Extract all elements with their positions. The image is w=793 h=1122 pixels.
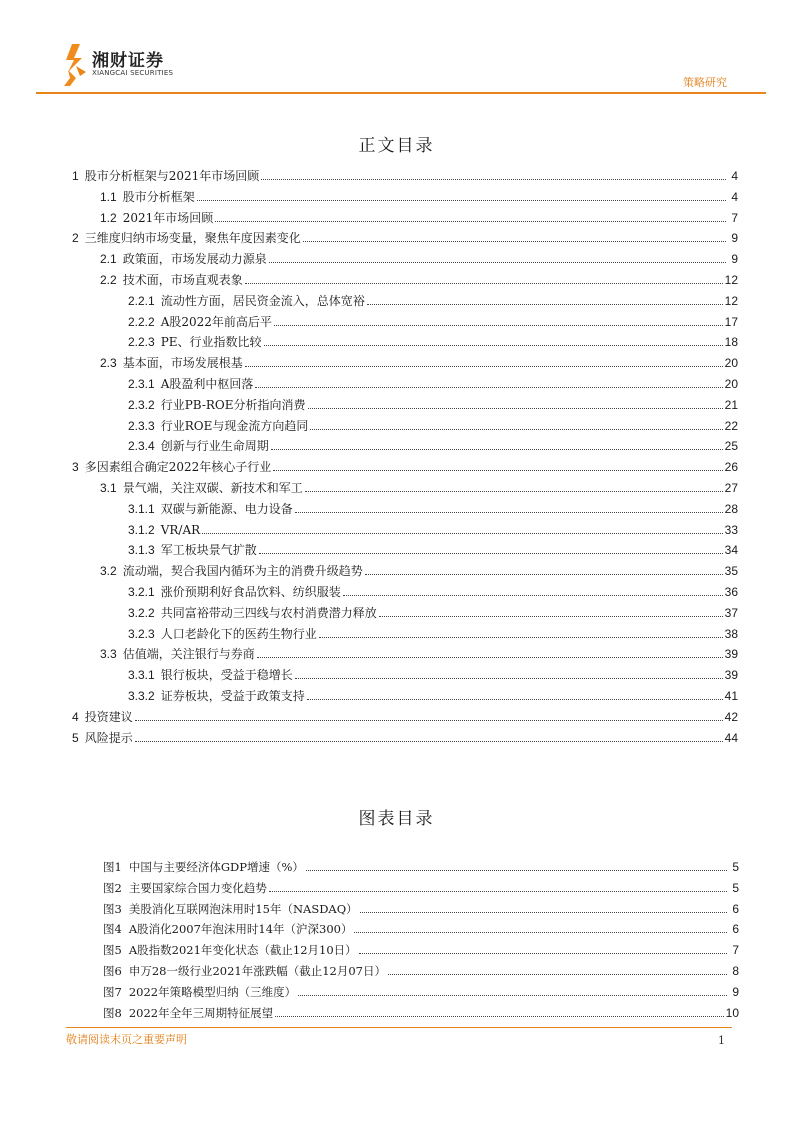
toc-entry[interactable] (72, 457, 738, 478)
dot-leader (307, 698, 723, 700)
toc-entry-page: 37 (724, 605, 738, 620)
toc-entry-text: 流动端，契合我国内循环为主的消费升级趋势 (122, 564, 363, 579)
toc-entry-number: 3.1.1 (128, 501, 155, 516)
toc-entry-page: 42 (724, 709, 738, 724)
toc-entry-number: 1.2 (100, 210, 117, 225)
figure-entry-page: 6 (732, 901, 739, 916)
page-number: 1 (718, 1034, 725, 1047)
toc-entry[interactable] (72, 686, 738, 707)
toc-entry-number: 3.2 (100, 564, 117, 579)
toc-entry-text: 投资建议 (84, 709, 133, 724)
toc-entry[interactable] (72, 208, 738, 229)
figure-list (103, 857, 739, 1023)
toc-entry-number: 4 (72, 709, 79, 724)
footer-disclaimer[interactable]: 敬请阅读末页之重要声明 (66, 1033, 187, 1046)
dot-leader (197, 199, 726, 201)
toc-entry-text: A股2022年前高后平 (160, 314, 272, 329)
toc-entry-number: 2.3.4 (128, 439, 155, 454)
toc-entry-number: 2 (72, 231, 79, 246)
toc-entry-number: 1 (72, 169, 79, 183)
toc-entry-text: 涨价预期利好食品饮料、纺织服装 (160, 584, 341, 599)
toc-entry-text: 银行板块，受益于稳增长 (160, 668, 293, 683)
toc-entry-number: 3.3 (100, 647, 117, 662)
toc-entry-text: 共同富裕带动三四线与农村消费潜力释放 (160, 605, 377, 620)
footer-divider (66, 1027, 732, 1028)
dot-leader (388, 973, 727, 975)
toc-entry[interactable] (72, 332, 738, 353)
figure-entry-text: 美股消化互联网泡沫用时15年（NASDAQ） (128, 901, 358, 916)
toc-entry-page: 12 (724, 293, 738, 308)
figure-entry[interactable] (103, 1003, 739, 1024)
dot-leader (135, 740, 723, 742)
figure-entry-page: 5 (732, 860, 739, 874)
toc-entry-text: 证券板块，受益于政策支持 (160, 688, 305, 703)
toc-entry[interactable] (72, 707, 738, 728)
figure-entry-text: A股指数2021年变化状态（截止12月10日） (128, 943, 357, 958)
toc-entry[interactable] (72, 312, 738, 333)
dot-leader (245, 365, 723, 367)
dot-leader (255, 386, 722, 388)
toc-entry[interactable] (72, 228, 738, 249)
figure-entry[interactable] (103, 919, 739, 940)
dot-leader (202, 532, 722, 534)
toc-entry[interactable] (72, 728, 738, 749)
toc-entry-text: A股盈利中枢回落 (160, 376, 254, 391)
brand-name-cn: 湘财证券 (92, 51, 164, 71)
dot-leader (379, 615, 723, 617)
figure-entry-label: 图6 (103, 963, 122, 978)
toc-entry-number: 3.2.3 (128, 626, 155, 641)
toc-entry-page: 20 (724, 356, 738, 371)
toc-entry[interactable] (72, 644, 738, 665)
figure-entry-page: 7 (732, 943, 739, 958)
dot-leader (259, 552, 723, 554)
toc-entry-number: 2.3.3 (128, 418, 155, 433)
brand-name-en: XIANGCAI SECURITIES (92, 69, 174, 77)
toc-entry-text: 流动性方面，居民资金流入，总体宽裕 (160, 293, 365, 308)
figure-entry-label: 图8 (103, 1005, 122, 1020)
dot-leader (215, 220, 726, 222)
toc-entry-page: 12 (724, 272, 738, 287)
toc-entry[interactable] (72, 665, 738, 686)
toc-entry-page: 34 (724, 543, 738, 558)
dot-leader (303, 240, 726, 242)
toc-entry[interactable] (72, 249, 738, 270)
toc-entry[interactable] (72, 520, 738, 541)
figure-entry[interactable] (103, 857, 739, 878)
toc-entry-page: 39 (724, 668, 738, 683)
dot-leader (257, 656, 723, 658)
dot-leader (274, 324, 723, 326)
figure-entry[interactable] (103, 878, 739, 899)
toc-entry-page: 26 (724, 460, 738, 475)
figure-entry-page: 10 (725, 1005, 739, 1020)
dot-leader (295, 677, 723, 679)
dot-leader (319, 636, 723, 638)
toc-entry[interactable] (72, 561, 738, 582)
dot-leader (273, 469, 722, 471)
toc-entry-number: 2.2.1 (128, 293, 155, 308)
figure-entry[interactable] (103, 940, 739, 961)
figure-entry-text: 主要国家综合国力变化趋势 (128, 880, 267, 895)
toc-entry-number: 2.3 (100, 356, 117, 371)
toc-entry-number: 3.2.1 (128, 584, 155, 599)
toc-entry[interactable] (72, 436, 738, 457)
toc-entry[interactable] (72, 291, 738, 312)
toc-entry-text: PE、行业指数比较 (160, 335, 262, 350)
dot-leader (343, 594, 723, 596)
toc-entry-text: 景气端，关注双碳、新技术和军工 (122, 480, 303, 495)
toc-entry-number: 2.3.1 (128, 376, 155, 391)
toc-entry-page: 17 (724, 314, 738, 329)
figure-entry-text: 中国与主要经济体GDP增速（%） (128, 860, 304, 874)
dot-leader (354, 931, 727, 933)
dot-leader (306, 869, 727, 871)
dot-leader (360, 911, 727, 913)
toc-entry-page: 41 (724, 688, 738, 703)
dot-leader (261, 178, 726, 180)
dot-leader (275, 1015, 724, 1017)
toc-entry[interactable] (72, 478, 738, 499)
dot-leader (359, 952, 727, 954)
toc-entry-page: 21 (724, 397, 738, 412)
toc-entry-text: VR/AR (160, 522, 201, 537)
figure-entry-text: 2022年全年三周期特征展望 (128, 1005, 274, 1020)
toc-entry-text: 技术面，市场直观表象 (122, 272, 243, 287)
dot-leader (308, 407, 723, 409)
toc-entry[interactable] (72, 624, 738, 645)
toc-entry-page: 7 (731, 210, 738, 225)
toc-entry[interactable] (72, 540, 738, 561)
figure-entry[interactable] (103, 961, 739, 982)
toc-entry-number: 5 (72, 730, 79, 745)
toc-entry-text: 股市分析框架 (122, 189, 195, 204)
figure-entry[interactable] (103, 899, 739, 920)
toc-entry[interactable] (72, 416, 738, 437)
toc-entry-number: 3.3.2 (128, 688, 155, 703)
toc-entry-page: 9 (731, 252, 738, 267)
toc-entry-text: 三维度归纳市场变量，聚焦年度因素变化 (84, 231, 301, 246)
figure-entry-text: A股消化2007年泡沫用时14年（沪深300） (128, 922, 353, 937)
toc-entry-page: 44 (724, 730, 738, 745)
toc-entry[interactable] (72, 395, 738, 416)
toc-entry-text: 人口老龄化下的医药生物行业 (160, 626, 317, 641)
figure-entry-label: 图4 (103, 922, 122, 937)
toc-entry-number: 1.1 (100, 189, 117, 204)
figure-entry-page: 8 (732, 963, 739, 978)
toc-entry-text: 风险提示 (84, 730, 133, 745)
toc-entry-text: 多因素组合确定2022年核心子行业 (84, 460, 272, 475)
figure-entry-label: 图2 (103, 880, 122, 895)
figure-entry-text: 2022年策略模型归纳（三维度） (128, 984, 297, 999)
figure-entry-page: 6 (732, 922, 739, 937)
figure-entry-label: 图3 (103, 901, 122, 916)
xiangcai-logo-icon (62, 42, 88, 88)
toc-entry-page: 25 (724, 439, 738, 454)
toc-entry-page: 36 (724, 584, 738, 599)
figure-entry-label: 图5 (103, 943, 122, 958)
dot-leader (310, 428, 722, 430)
dot-leader (365, 573, 723, 575)
toc-entry-page: 35 (724, 564, 738, 579)
toc-entry-number: 2.2.2 (128, 314, 155, 329)
toc-entry-page: 9 (731, 231, 738, 246)
toc-entry-number: 3.1.2 (128, 522, 155, 537)
toc-entry-text: 2021年市场回顾 (122, 210, 214, 225)
toc-entry[interactable] (72, 374, 738, 395)
toc-entry-page: 4 (731, 169, 738, 183)
toc-entry-text: 双碳与新能源、电力设备 (160, 501, 293, 516)
figure-entry-label: 图1 (103, 860, 122, 874)
toc-entry-number: 2.2.3 (128, 335, 155, 350)
dot-leader (269, 890, 727, 892)
toc-entry-number: 2.3.2 (128, 397, 155, 412)
toc-entry-page: 20 (724, 376, 738, 391)
toc-entry-page: 38 (724, 626, 738, 641)
report-type: 策略研究 (683, 76, 727, 89)
toc-entry-text: 股市分析框架与2021年市场回顾 (84, 169, 260, 183)
toc-entry-text: 政策面，市场发展动力源泉 (122, 252, 267, 267)
toc-entry[interactable] (72, 166, 738, 187)
toc-entry-text: 军工板块景气扩散 (160, 543, 257, 558)
toc-title: 正文目录 (358, 136, 435, 156)
toc-entry[interactable] (72, 582, 738, 603)
dot-leader (305, 490, 723, 492)
toc-entry-page: 33 (724, 522, 738, 537)
dot-leader (367, 303, 723, 305)
toc-entry[interactable] (72, 603, 738, 624)
toc-entry-number: 3.1.3 (128, 543, 155, 558)
figure-entry[interactable] (103, 982, 739, 1003)
company-logo (62, 42, 212, 88)
toc-entry-page: 22 (724, 418, 738, 433)
toc-entry-number: 3 (72, 460, 79, 475)
figure-entry-text: 申万28一级行业2021年涨跌幅（截止12月07日） (128, 963, 386, 978)
toc-entry[interactable] (72, 499, 738, 520)
dot-leader (245, 282, 723, 284)
dot-leader (271, 448, 723, 450)
toc-entry-page: 39 (724, 647, 738, 662)
dot-leader (269, 261, 726, 263)
toc-entry[interactable] (72, 270, 738, 291)
figure-entry-page: 9 (732, 984, 739, 999)
figure-list-title: 图表目录 (358, 809, 435, 829)
toc-entry-text: 基本面，市场发展根基 (122, 356, 243, 371)
dot-leader (295, 511, 723, 513)
toc-entry-text: 行业PB-ROE分析指向消费 (160, 397, 306, 412)
toc-entry-text: 估值端，关注银行与券商 (122, 647, 255, 662)
toc-entry-number: 3.1 (100, 480, 117, 495)
figure-entry-label: 图7 (103, 984, 122, 999)
toc-entry-page: 27 (724, 480, 738, 495)
header-divider (36, 92, 766, 94)
toc-entry-number: 2.1 (100, 252, 117, 267)
toc-entry-number: 2.2 (100, 272, 117, 287)
figure-entry-page: 5 (732, 880, 739, 895)
dot-leader (135, 719, 723, 721)
toc-entry[interactable] (72, 187, 738, 208)
toc-entry[interactable] (72, 353, 738, 374)
toc-entry-page: 28 (724, 501, 738, 516)
toc-entry-text: 行业ROE与现金流方向趋同 (160, 418, 309, 433)
toc-entry-page: 18 (724, 335, 738, 350)
toc-entry-number: 3.3.1 (128, 668, 155, 683)
dot-leader (298, 994, 727, 996)
dot-leader (264, 344, 723, 346)
toc-entry-page: 4 (731, 189, 738, 204)
toc-entry-number: 3.2.2 (128, 605, 155, 620)
toc-entry-text: 创新与行业生命周期 (160, 439, 269, 454)
page-header (0, 0, 793, 100)
table-of-contents (72, 166, 738, 748)
